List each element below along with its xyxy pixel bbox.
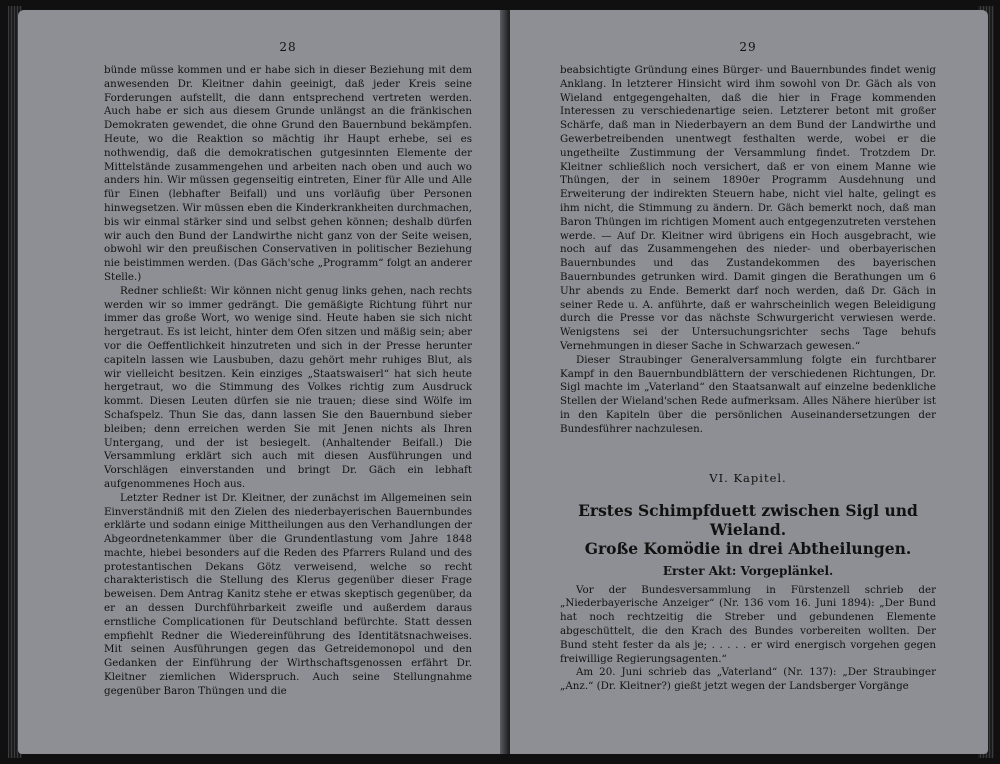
section-title-line-1: Erstes Schimpfduett zwischen Sigl und Wieland. (578, 500, 918, 539)
section-title-line-2: Große Komödie in drei Abtheilungen. (584, 538, 912, 558)
page-number-right: 29 (739, 40, 757, 54)
paragraph: bünde müsse kommen und er habe sich in dieser Beziehung mit dem anwesenden Dr. Kleitner dahin geeinigt, daß jeder Kreis seine Forderungen aufstellt, die dann entsprechend vertreten werden. Auch habe er sich aus diesem Grunde unlängst an die fränkischen Demokraten gewendet, die ohne Grund den Bauernbund bekämpfen. Heute, wo die Reaktion so mächtig ihr Haupt erhebe, sei es nothwendig, daß die demokratischen gutgesinnten Elemente der Mittelstände zusammengehen und arbeiten nach oben und auch wo anders hin. Wir müssen gegenseitig eintreten, Einer für Alle und Alle für Einen (lebhafter Beifall) und uns vorläufig über Personen hinwegsetzen. Wir müssen eben die Kinderkrankheiten durchmachen, bis wir einmal stärker sind und selbst gehen können; deshalb dürfen wir auch den Bund der Landwirthe nicht ganz von der Seite weisen, obwohl wir den preußischen Conservativen in politischer Beziehung nie beistimmen werden. (Das Gäch'sche „Programm“ folgt an anderer Stelle.) (104, 64, 472, 283)
paragraph: Vor der Bundesversammlung in Fürstenzell schrieb der „Niederbayerische Anzeiger“ (Nr. 136 vom 16. Juni 1894): „Der Bund hat noch rechtzeitig die Streber und gebundenen Elemente abgeschüttelt, die den Krach des Bundes vorbereiten wollten. Der Bund steht fester da als je; . . . . . er wird energisch vorgehen gegen freiwillige Regierungsagenten.“ (560, 583, 936, 665)
chapter-heading: VI. Kapitel. (709, 470, 787, 485)
paragraph: Dieser Straubinger Generalversammlung folgte ein furchtbarer Kampf in den Bauernbundblättern der verschiedenen Richtungen, Dr. Sigl machte im „Vaterland“ den Staatsanwalt auf einzelne bedenkliche Stellen der Wieland'schen Rede aufmerksam. Alles Nähere hierüber ist in den Kapiteln über die persönlichen Auseinandersetzungen der Bundesführer nachzulesen. (560, 353, 936, 435)
paragraph: Redner schließt: Wir können nicht genug links gehen, nach rechts werden wir so immer gedrängt. Die gemäßigte Richtung führt nur immer das große Wort, wo wenige sind. Heute haben sie sich nicht hergetraut. Es ist leicht, hinter dem Ofen sitzen und mäßig sein; aber vor die Oeffentlichkeit hinzutreten und sich in der Presse herunter capiteln lassen wie Lausbuben, dazu gehört mehr ruhiges Blut, als wir vielleicht besitzen. Kein einziges „Staatswaiserl“ hat sich heute hergetraut, wo die Stimmung des Volkes richtig zum Ausdruck kommt. Diesen Leuten dürfen sie nie trauen; diese sind Wölfe im Schafspelz. Thun Sie das, dann lassen Sie den Bauernbund sieber bleiben; denn erreichen werden Sie mit Jenen nichts als Ihren Untergang, und der ist besiegelt. (Anhaltender Beifall.) Die Versammlung erklärt sich auch mit diesen Ausführungen und Vorschlägen einverstanden und bringt Dr. Gäch ein lebhaft aufgenommenes Hoch aus. (104, 284, 472, 490)
right-page-text (560, 64, 936, 437)
right-page (510, 10, 988, 754)
paragraph: Am 20. Juni schrieb das „Vaterland“ (Nr. 137): „Der Straubinger „Anz.“ (Dr. Kleitner?) gießt jetzt wegen der Landsberger Vorgänge (560, 666, 936, 693)
left-page-text (104, 64, 472, 699)
paragraph: beabsichtigte Gründung eines Bürger- und Bauernbundes findet wenig Anklang. In letzterer Hinsicht wird ihm sowohl von Dr. Gäch als von Wieland entgegengehalten, daß die hier in Frage kommenden Interessen zu verschiedenartige seien. Letzterer betont mit großer Schärfe, daß man in Niederbayern an dem Bund der Landwirthe und Gewerbetreibenden unentwegt festhalten werde, wobei er die ungetheilte Zustimmung der Versammlung findet. Trotzdem Dr. Kleitner schließlich noch versichert, daß er von einem Manne wie Thüngen, der in seinem 1890er Programm Ausdehnung und Erweiterung der indirekten Steuern habe, nicht viel halte, gelingt es ihm nicht, die Stimmung zu ändern. Dr. Gäch bemerkt noch, daß man Baron Thüngen im richtigen Moment auch entgegenzutreten verstehen werde. — Auf Dr. Kleitner wird übrigens ein Hoch ausgebracht, wie noch auf das Zusammengehen des nieder- und oberbayerischen Bauernbundes und das Zustandekommen des bayerischen Bauernbundes getrunken wird. Damit gingen die Berathungen um 6 Uhr abends zu Ende. Bemerkt darf noch werden, daß Dr. Gäch in seiner Rede u. A. anführte, daß er wahrscheinlich wegen Beleidigung durch die Presse vor das nächste Schwurgericht verwiesen werde. Wenigstens sei der Untersuchungsrichter sechs Tage behufs Vernehmungen in dieser Sache in Schwarzach gewesen.“ (560, 64, 936, 352)
right-page-text-continued (560, 584, 936, 694)
left-page (18, 10, 506, 754)
page-number-left: 28 (279, 40, 297, 54)
act-heading: Erster Akt: Vorgeplänkel. (662, 563, 834, 578)
paragraph: Letzter Redner ist Dr. Kleitner, der zunächst im Allgemeinen sein Einverständniß mit den Zielen des niederbayerischen Bauernbundes erklärte und sodann einige Mittheilungen aus den Verhandlungen der Abgeordnetenkammer über die Grundentlastung vom Jahre 1848 machte, hiebei besonders auf die Reden des Pfarrers Ruland und des protestantischen Dekans Götz verweisend, welche so recht charakteristisch die Stellung des Klerus gegenüber dieser Frage beweisen. Dem Antrag Kanitz stehe er etwas skeptisch gegenüber, da er an dessen Durchführbarkeit zweifle und außerdem daraus ernstliche Complicationen für Deutschland befürchte. Statt dessen empfiehlt Redner die Wiedereinführung des Identitätsnachweises. Mit seinen Ausführungen gegen das Getreidemonopol und den Gedanken der Einführung der Wirthschaftsgenossen erfährt Dr. Kleitner ziemlichen Widerspruch. Auch seine Stellungnahme gegenüber Baron Thüngen und die (104, 491, 472, 697)
